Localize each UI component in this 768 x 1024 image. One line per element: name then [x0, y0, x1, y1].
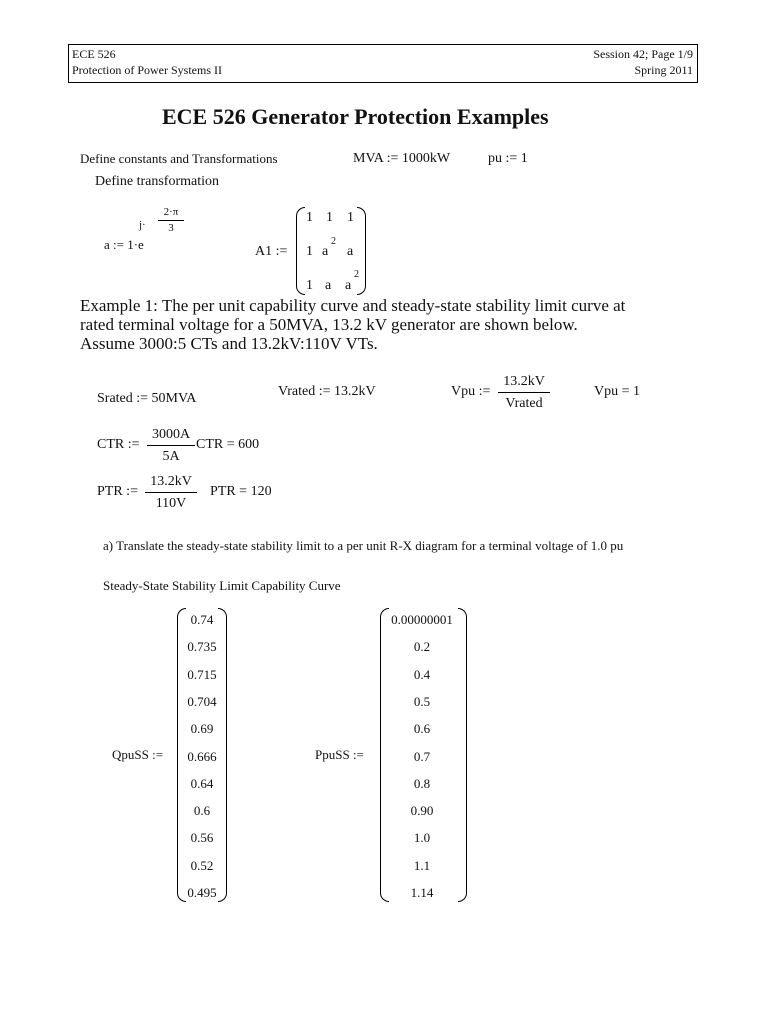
vrated-definition: Vrated := 13.2kV	[278, 384, 376, 399]
vpu-result: Vpu = 1	[594, 384, 641, 399]
constants-label: Define constants and Transformations	[80, 151, 278, 166]
ptr-denominator: 110V	[155, 496, 187, 511]
A1-r3c2: a	[325, 278, 332, 293]
A1-r2c2-exp: 2	[331, 236, 336, 247]
a-exponent-j: j·	[139, 219, 146, 231]
ppuss-entry: 1.0	[413, 830, 431, 846]
qpuss-entry: 0.715	[187, 666, 217, 682]
mva-definition: MVA := 1000kW	[353, 151, 451, 166]
header-term: Spring 2011	[634, 63, 693, 77]
ptr-lhs: PTR :=	[97, 484, 138, 499]
vpu-denominator: Vrated	[505, 396, 543, 411]
srated-definition: Srated := 50MVA	[97, 391, 197, 406]
page-title: ECE 526 Generator Protection Examples	[162, 104, 549, 129]
ppuss-entry: 0.00000001	[391, 612, 453, 627]
ctr-denominator: 5A	[162, 449, 180, 464]
part-a-text: a) Translate the steady-state stability limit to a per unit R-X diagram for a terminal voltage of 1.0 pu	[103, 538, 624, 553]
qpuss-entry: 0.56	[190, 830, 214, 846]
ppuss-entry: 0.90	[410, 803, 434, 819]
vpu-fraction	[498, 373, 550, 412]
page-header	[68, 44, 698, 83]
ppuss-entry: 0.5	[413, 693, 431, 709]
a-exponent-fraction	[158, 206, 184, 235]
qpuss-entry: 0.735	[187, 639, 217, 655]
ctr-numerator: 3000A	[151, 427, 191, 442]
qpuss-entry: 0.52	[190, 857, 214, 873]
ppuss-entry: 0.8	[413, 775, 431, 791]
ppuss-entry: 1.14	[410, 885, 434, 900]
ctr-bar	[147, 445, 195, 446]
a-exponent-bar	[158, 220, 184, 221]
ptr-result: PTR = 120	[210, 484, 272, 499]
A1-r2c1: 1	[306, 244, 313, 259]
qpuss-entry: 0.495	[187, 885, 217, 900]
qpuss-lhs: QpuSS :=	[112, 747, 164, 762]
A1-right-paren	[357, 207, 366, 295]
pu-definition: pu := 1	[488, 151, 528, 166]
ctr-lhs: CTR :=	[97, 437, 140, 452]
ctr-result: CTR = 600	[196, 437, 260, 452]
qpuss-entry: 0.69	[190, 721, 214, 737]
A1-r2c3: a	[347, 244, 354, 259]
a-exponent-num: 2·π	[163, 206, 179, 218]
qpuss-entry: 0.74	[190, 612, 214, 627]
header-session: Session 42; Page 1/9	[593, 47, 693, 61]
transform-label: Define transformation	[95, 174, 220, 189]
vpu-bar	[498, 392, 550, 393]
example1-line1: Example 1: The per unit capability curve and steady-state stability limit curve at	[80, 296, 626, 315]
example1-line3: Assume 3000:5 CTs and 13.2kV:110V VTs.	[80, 334, 378, 353]
A1-r1c2: 1	[326, 210, 333, 225]
ppuss-entry: 0.2	[413, 639, 431, 655]
A1-r3c3-exp: 2	[354, 269, 359, 280]
qpuss-entry: 0.704	[187, 693, 217, 709]
vpu-numerator: 13.2kV	[503, 374, 545, 389]
A1-r1c1: 1	[306, 210, 313, 225]
ppuss-lhs: PpuSS :=	[315, 747, 364, 762]
qpuss-entry: 0.666	[187, 748, 217, 764]
A1-r3c1: 1	[306, 278, 313, 293]
header-subtitle: Protection of Power Systems II	[72, 63, 222, 77]
a-definition: a := 1·e	[104, 237, 144, 252]
ppuss-entry: 1.1	[413, 857, 431, 873]
vpu-lhs: Vpu :=	[451, 384, 491, 399]
ptr-numerator: 13.2kV	[150, 474, 192, 489]
a-exponent-den: 3	[168, 222, 174, 234]
header-course: ECE 526	[72, 47, 116, 61]
ptr-fraction	[145, 473, 197, 512]
A1-r2c2: a	[322, 244, 329, 259]
qpuss-entry: 0.6	[193, 803, 211, 819]
ppuss-entry: 0.7	[413, 748, 431, 764]
qpuss-entry: 0.64	[190, 775, 214, 791]
example1-line2: rated terminal voltage for a 50MVA, 13.2 kV generator are shown below.	[80, 315, 578, 334]
A1-r1c3: 1	[347, 210, 354, 225]
A1-left-paren	[296, 207, 305, 295]
ptr-bar	[145, 492, 197, 493]
A1-r3c3: a	[345, 278, 352, 293]
A1-lhs: A1 :=	[255, 244, 288, 259]
ctr-fraction	[147, 426, 195, 465]
ppuss-entry: 0.4	[413, 666, 431, 682]
curve-label: Steady-State Stability Limit Capability Curve	[103, 578, 341, 593]
ppuss-entry: 0.6	[413, 721, 431, 737]
